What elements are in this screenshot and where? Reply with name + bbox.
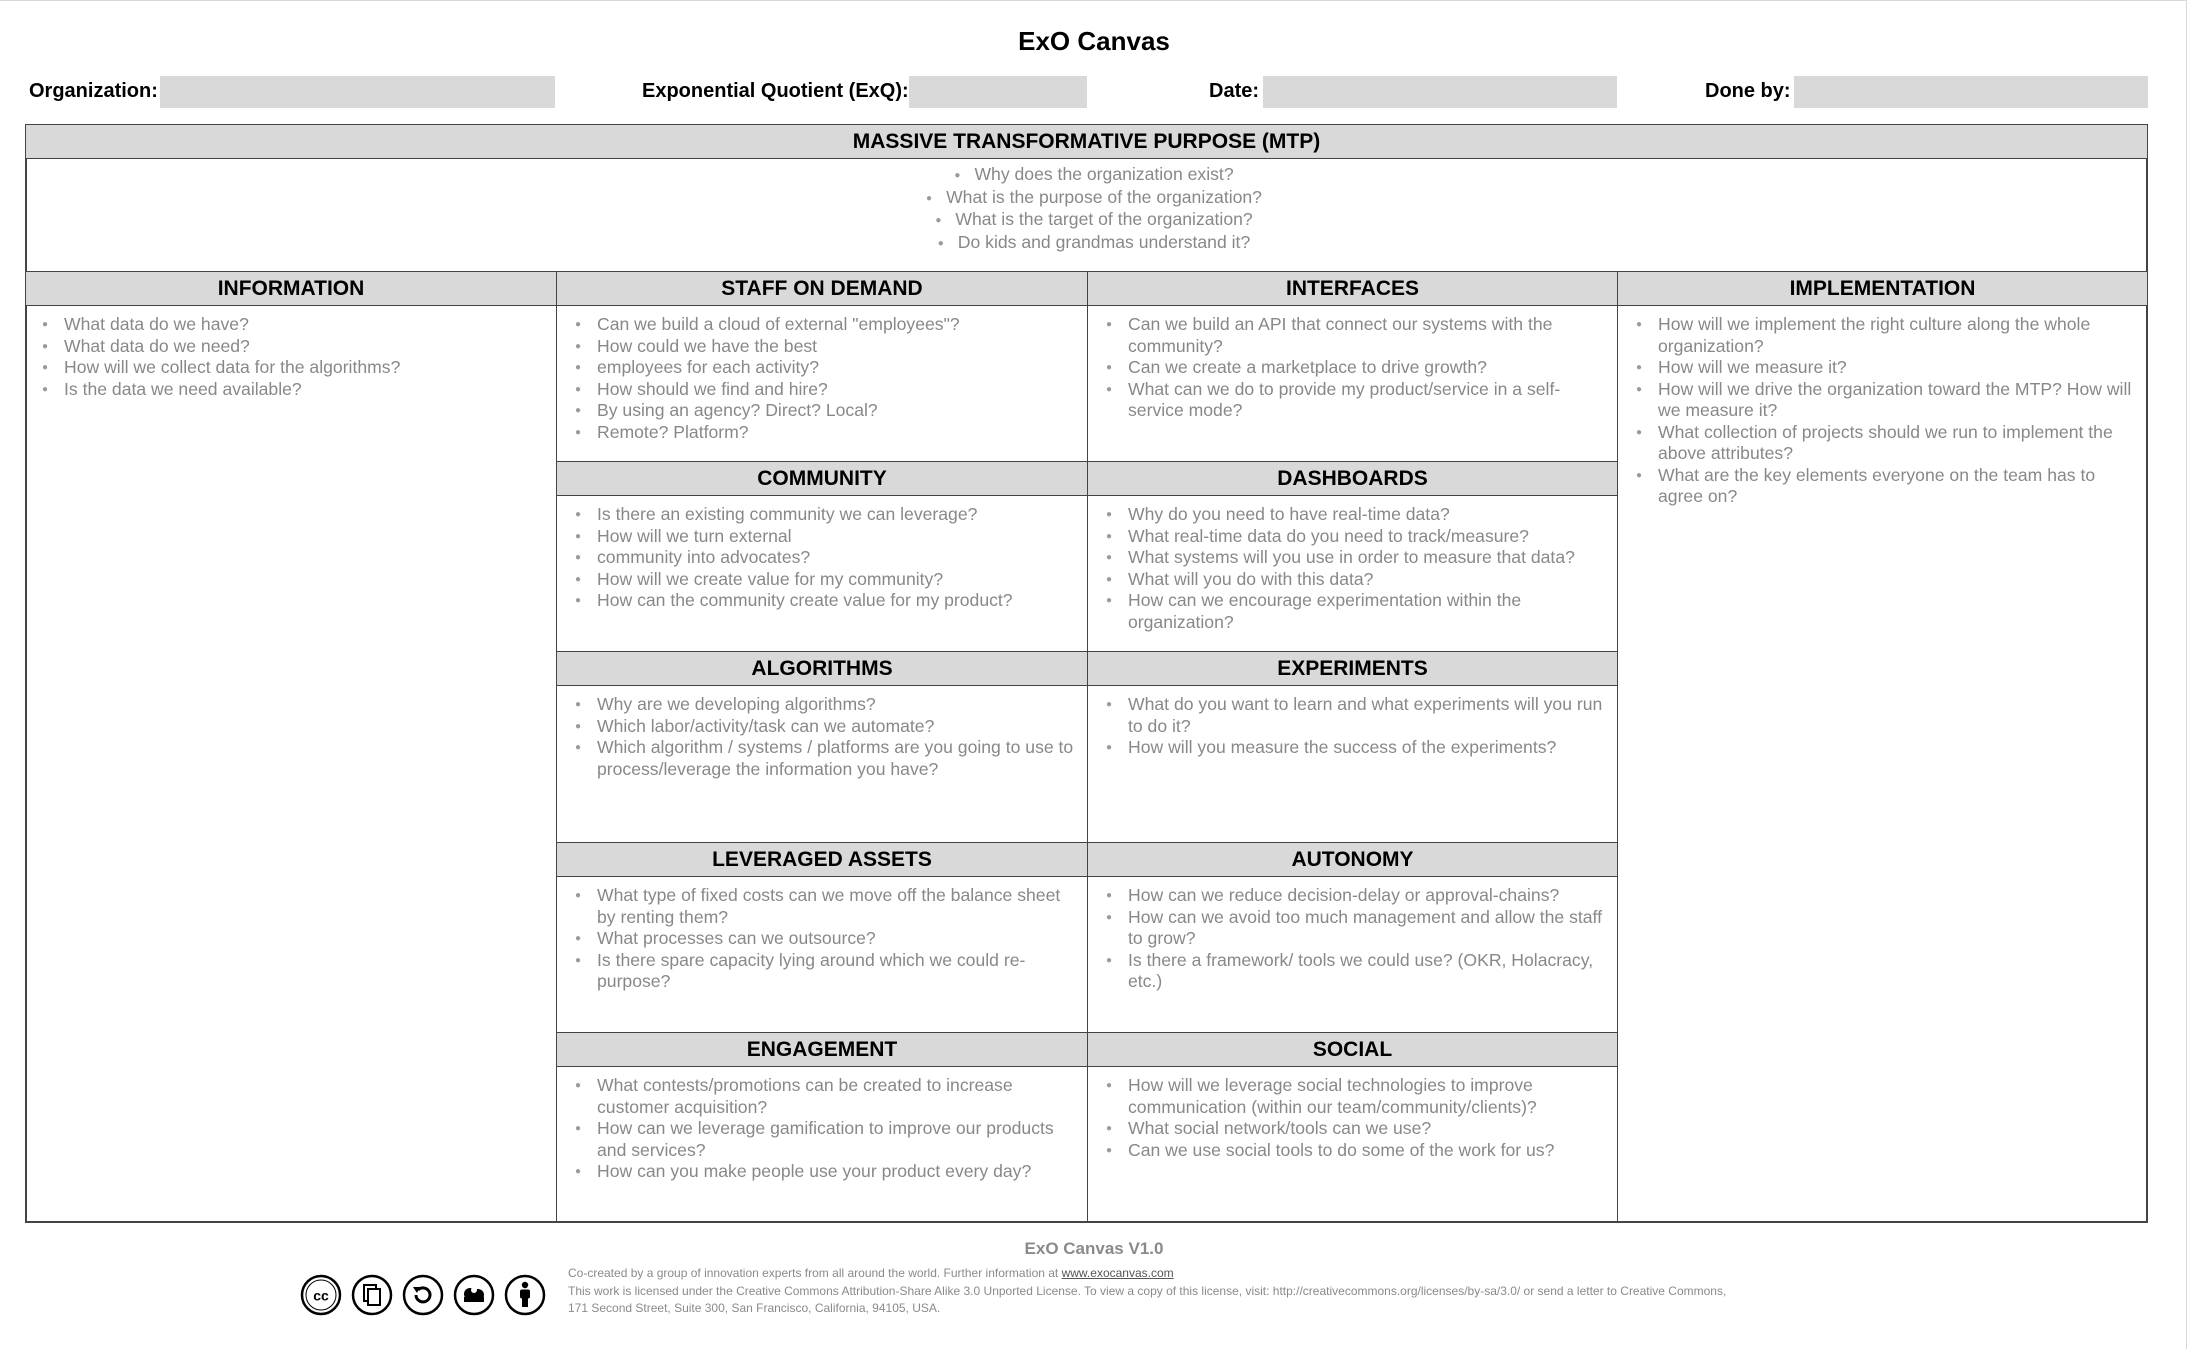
implementation-header: IMPLEMENTATION [1617, 271, 2148, 306]
date-label: Date: [1209, 80, 1260, 102]
engagement-header: ENGAGEMENT [556, 1032, 1088, 1067]
list-item: ● Why do you need to have real-time data? [1104, 504, 1612, 526]
list-item: ● Is the data we need available? [40, 379, 540, 401]
list-item: ● What data do we need? [40, 336, 540, 358]
list-item: ● Why are we developing algorithms? [573, 694, 1078, 716]
list-item: ● Which algorithm / systems / platforms are you going to use to process/leverage the information you have? [573, 737, 1078, 780]
information-questions [40, 314, 540, 400]
implementation-questions [1634, 314, 2142, 508]
list-item: ● What are the key elements everyone on the team has to agree on? [1634, 465, 2142, 508]
list-item: ● How can the community create value for my product? [573, 590, 1078, 612]
done-by-label: Done by: [1705, 80, 1791, 102]
engagement-questions [573, 1075, 1078, 1183]
list-item: ● Do kids and grandmas understand it? [937, 231, 1251, 252]
footer-license-text [568, 1265, 1908, 1318]
leveraged-assets-header: LEVERAGED ASSETS [556, 842, 1088, 877]
list-item: ● What processes can we outsource? [573, 928, 1078, 950]
column-divider [1617, 271, 1618, 1223]
organization-label: Organization: [29, 80, 158, 102]
list-item: ● Is there spare capacity lying around which we could re-purpose? [573, 950, 1078, 993]
staff-on-demand-questions [573, 314, 1078, 443]
column-divider [1087, 271, 1088, 1223]
list-item: ● Is there an existing community we can leverage? [573, 504, 1078, 526]
list-item: ● What real-time data do you need to track/measure? [1104, 526, 1612, 548]
footer-line: This work is licensed under the Creative Commons Attribution-Share Alike 3.0 Unported License. To view a copy of this license, visit: http://creativecommons.org/licenses/by-sa/3.0/ or send a letter to Creative Commons, [568, 1283, 1727, 1298]
autonomy-questions [1104, 885, 1612, 993]
list-item: ● Can we create a marketplace to drive growth? [1104, 357, 1612, 379]
staff-on-demand-header: STAFF ON DEMAND [556, 271, 1088, 306]
experiments-header: EXPERIMENTS [1087, 651, 1618, 686]
list-item: ● What can we do to provide my product/service in a self-service mode? [1104, 379, 1612, 422]
footer-line: Co-created by a group of innovation experts from all around the world. Further information at www.exocanvas.com [568, 1266, 1174, 1280]
list-item: ● How should we find and hire? [573, 379, 1078, 401]
list-item: ● How will we leverage social technologies to improve communication (within our team/community/clients)? [1104, 1075, 1612, 1118]
list-item: ● Can we build a cloud of external "employees"? [573, 314, 1078, 336]
list-item: ● How can you make people use your product every day? [573, 1161, 1078, 1183]
page-title: ExO Canvas [1018, 26, 1170, 56]
list-item: ● By using an agency? Direct? Local? [573, 400, 1078, 422]
list-item: ● How will you measure the success of the experiments? [1104, 737, 1612, 759]
list-item: ● How will we collect data for the algorithms? [40, 357, 540, 379]
list-item: ● What systems will you use in order to measure that data? [1104, 547, 1612, 569]
algorithms-questions [573, 694, 1078, 780]
list-item: ● How could we have the best [573, 336, 1078, 358]
list-item: ● Remote? Platform? [573, 422, 1078, 444]
list-item: ● community into advocates? [573, 547, 1078, 569]
footer-line: 171 Second Street, Suite 300, San Francisco, California, 94105, USA. [568, 1301, 941, 1315]
list-item: ● Is there a framework/ tools we could use? (OKR, Holacracy, etc.) [1104, 950, 1612, 993]
license-icons [300, 1274, 546, 1316]
share-alike-icon [402, 1274, 444, 1316]
done-by-field[interactable] [1794, 76, 2148, 108]
list-item: ● What will you do with this data? [1104, 569, 1612, 591]
information-header: INFORMATION [25, 271, 557, 306]
mtp-header: MASSIVE TRANSFORMATIVE PURPOSE (MTP) [25, 124, 2148, 159]
social-header: SOCIAL [1087, 1032, 1618, 1067]
list-item: ● employees for each activity? [573, 357, 1078, 379]
list-item: ● What do you want to learn and what experiments will you run to do it? [1104, 694, 1612, 737]
list-item: ● What collection of projects should we run to implement the above attributes? [1634, 422, 2142, 465]
list-item: ● What is the target of the organization? [935, 209, 1253, 229]
column-divider [556, 271, 557, 1223]
list-item: ● How will we turn external [573, 526, 1078, 548]
remix-icon [453, 1274, 495, 1316]
exocanvas-link[interactable]: www.exocanvas.com [1061, 1266, 1174, 1280]
list-item: ● What social network/tools can we use? [1104, 1118, 1612, 1140]
dashboards-questions [1104, 504, 1612, 633]
svg-text:cc: cc [313, 1287, 329, 1304]
mtp-questions [0, 164, 2188, 254]
footer-version: ExO Canvas V1.0 [1024, 1239, 1164, 1258]
copy-icon [351, 1274, 393, 1316]
date-field[interactable] [1263, 76, 1617, 108]
interfaces-questions [1104, 314, 1612, 422]
leveraged-assets-questions [573, 885, 1078, 993]
list-item: ● What contests/promotions can be created to increase customer acquisition? [573, 1075, 1078, 1118]
social-questions [1104, 1075, 1612, 1161]
list-item: ● How can we encourage experimentation within the organization? [1104, 590, 1612, 633]
list-item: ● Which labor/activity/task can we automate? [573, 716, 1078, 738]
autonomy-header: AUTONOMY [1087, 842, 1618, 877]
list-item: ● How can we reduce decision-delay or approval-chains? [1104, 885, 1612, 907]
algorithms-header: ALGORITHMS [556, 651, 1088, 686]
community-questions [573, 504, 1078, 612]
list-item: ● How will we create value for my community? [573, 569, 1078, 591]
dashboards-header: DASHBOARDS [1087, 461, 1618, 496]
list-item: ● How will we measure it? [1634, 357, 2142, 379]
interfaces-header: INTERFACES [1087, 271, 1618, 306]
cc-icon [300, 1274, 342, 1316]
exq-label: Exponential Quotient (ExQ): [642, 80, 909, 102]
list-item: ● Can we build an API that connect our systems with the community? [1104, 314, 1612, 357]
list-item: ● Why does the organization exist? [954, 164, 1234, 184]
list-item: ● What type of fixed costs can we move off the balance sheet by renting them? [573, 885, 1078, 928]
organization-field[interactable] [160, 76, 555, 108]
list-item: ● How will we drive the organization toward the MTP? How will we measure it? [1634, 379, 2142, 422]
list-item: ● How will we implement the right culture along the whole organization? [1634, 314, 2142, 357]
list-item: ● Can we use social tools to do some of the work for us? [1104, 1140, 1612, 1162]
exq-field[interactable] [909, 76, 1087, 108]
list-item: ● What is the purpose of the organization? [926, 186, 1262, 207]
community-header: COMMUNITY [556, 461, 1088, 496]
list-item: ● How can we avoid too much management and allow the staff to grow? [1104, 907, 1612, 950]
list-item: ● What data do we have? [40, 314, 540, 336]
list-item: ● How can we leverage gamification to improve our products and services? [573, 1118, 1078, 1161]
experiments-questions [1104, 694, 1612, 759]
attribution-icon [504, 1274, 546, 1316]
